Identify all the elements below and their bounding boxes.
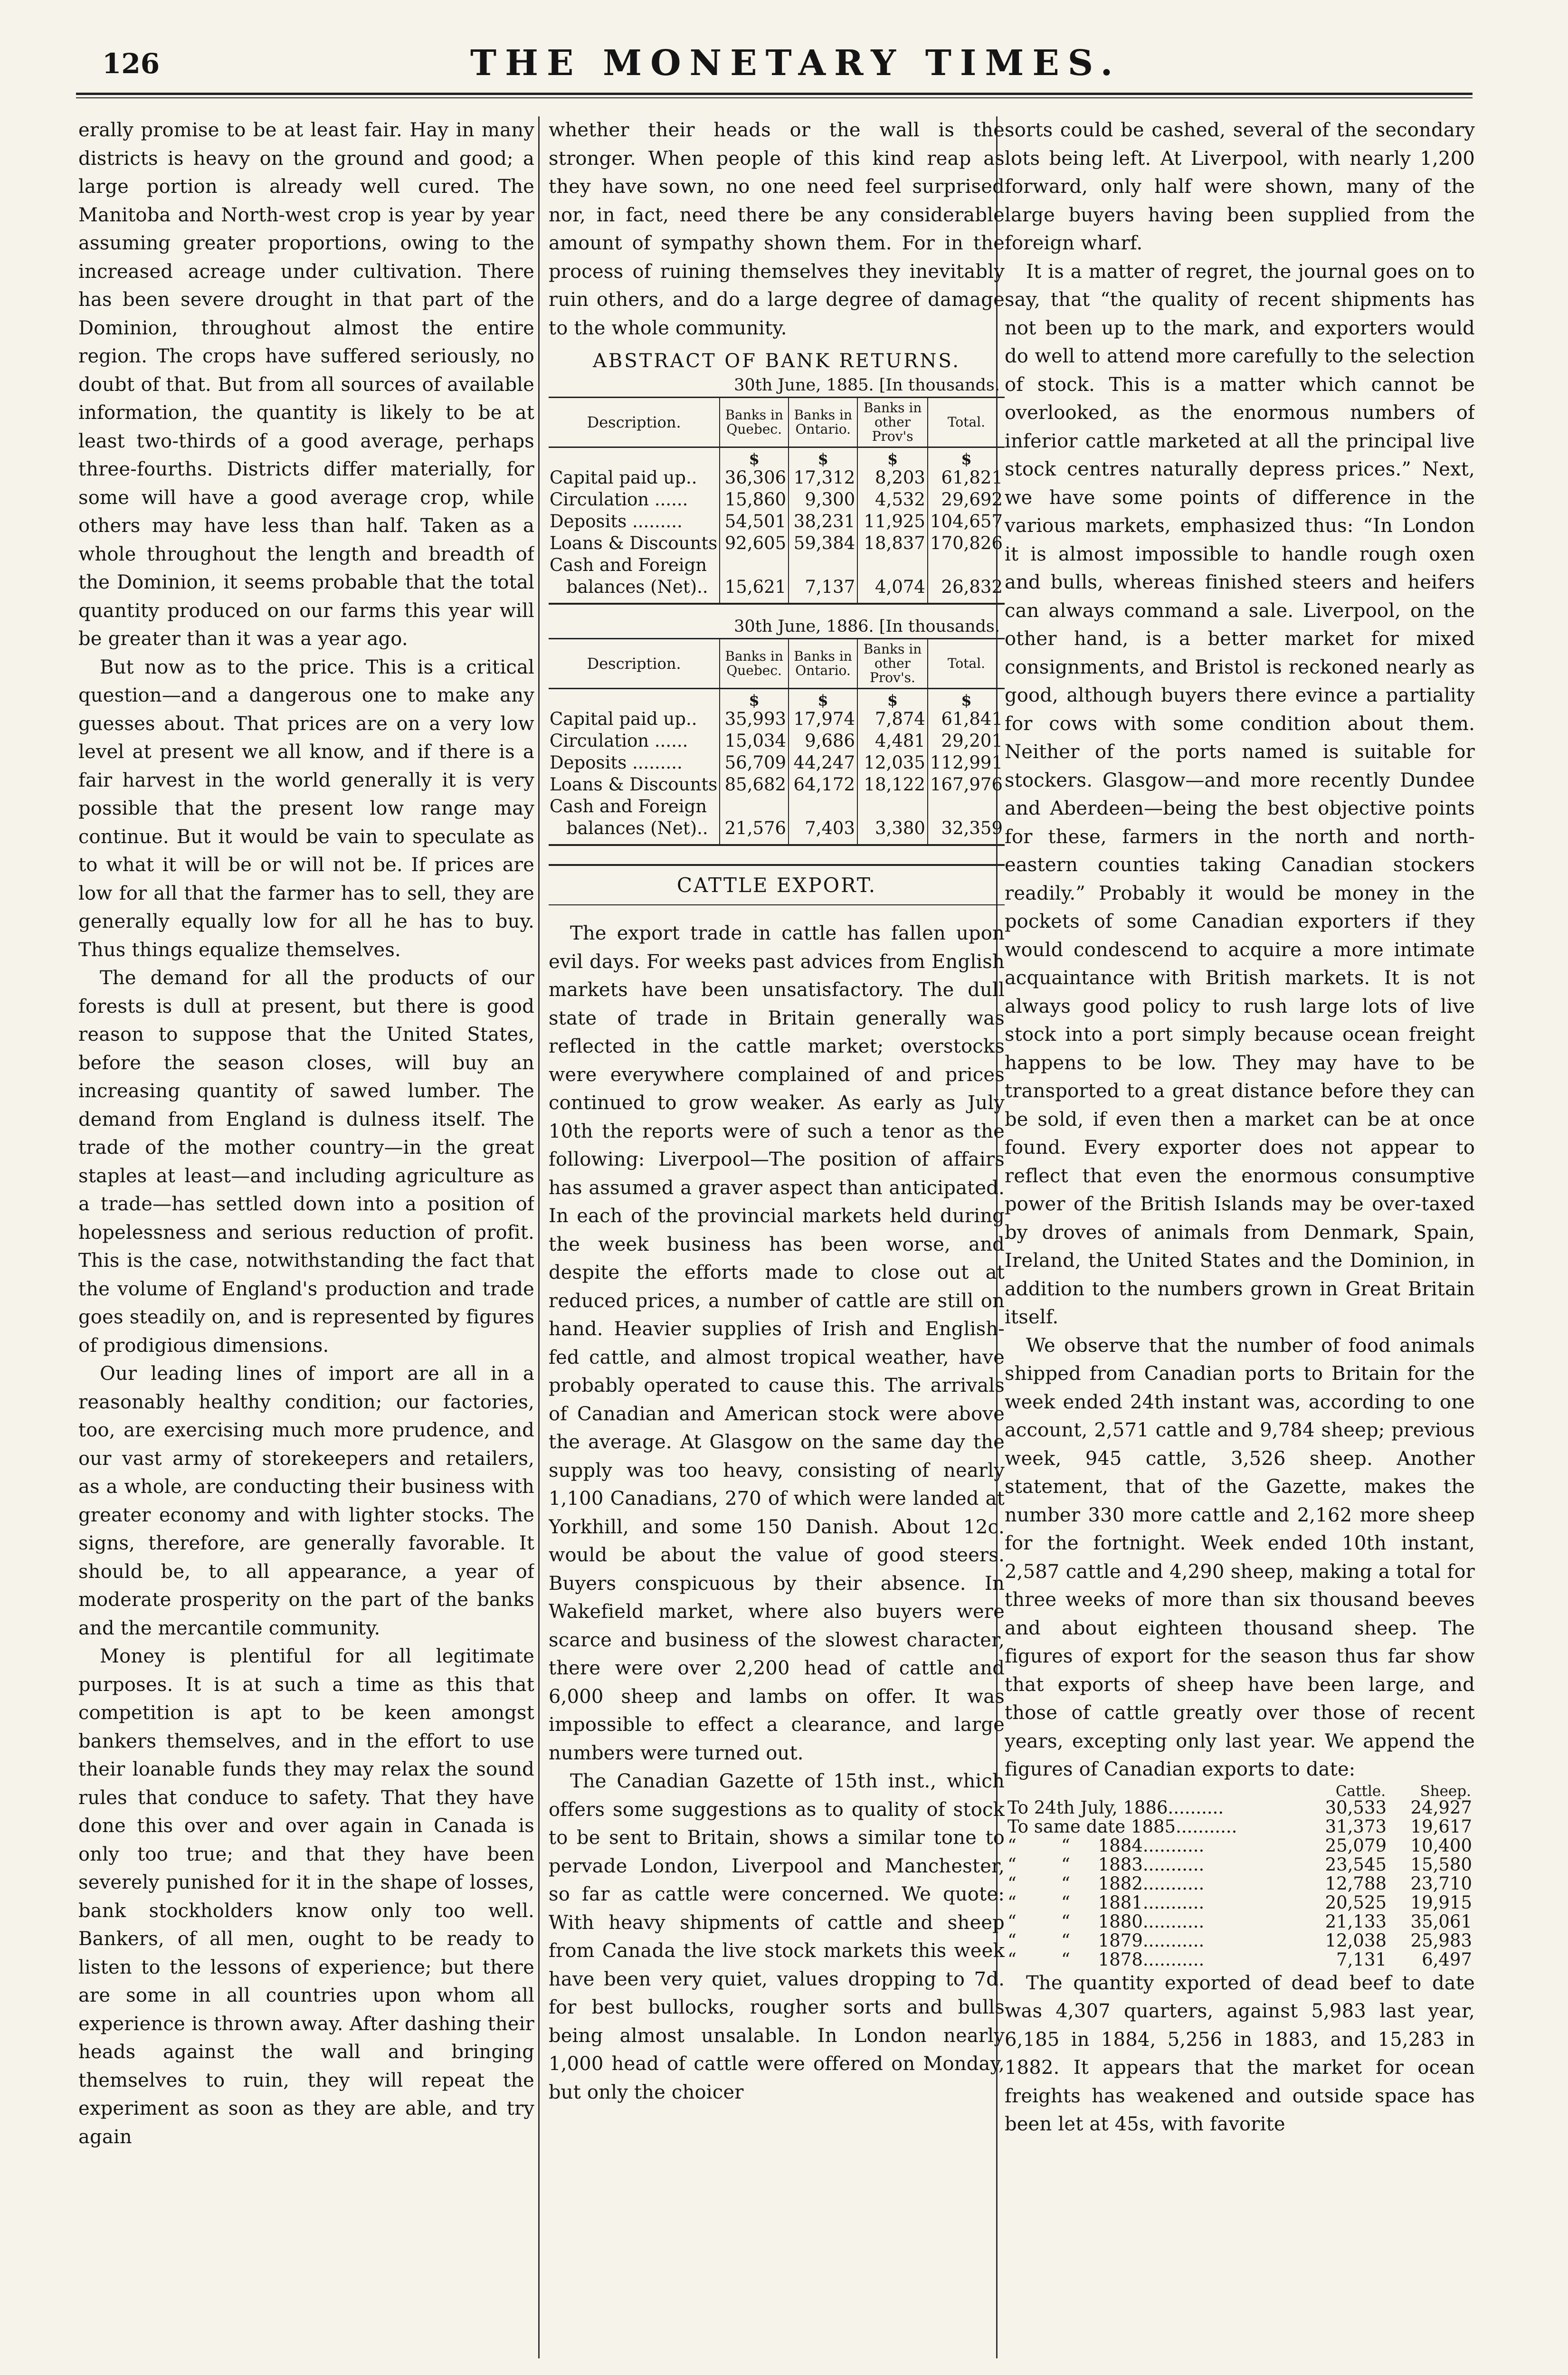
cell: To same date 1885...........: [1007, 1816, 1237, 1837]
table-row: [549, 730, 1005, 752]
column-header: Banks in other Prov's.: [857, 639, 928, 689]
column-header: Cattle.: [1335, 1782, 1386, 1800]
cell: Deposits .........: [550, 511, 683, 532]
column-header: Total.: [928, 398, 1005, 447]
cell: Loans & Discounts: [550, 774, 718, 795]
paragraph: It is a matter of regret, the journal goes on to say, that “the quality of recent shipments has not been up to the mark, and exporters would do well to attend more carefully to the selection of stock. This is a matter which cannot be overlooked, as the enormous numbers of inferior cattle marketed at all the principal live stock centres naturally depress prices.” Next, we have some points of difference in the various markets, emphasized thus: “In London it is almost impossible to handle rough oxen and bulls, whereas finished steers and heifers can always command a sale. Liverpool, on the other hand, is a better market for mixed consignments, and Bristol is reckoned nearly as good, although buyers there evince a partiality for cows with some condition about them. Neither of the ports named is suitable for stockers. Glasgow—and more recently Dundee and Aberdeen—being the best objective points for these, farmers in the north and north-eastern counties taking Canadian stockers readily.” Probably it would be money in the pockets of some Canadian exporters if they would condescend to acquire a more intimate acquaintance with British markets. It is not always good policy to rush large lots of live stock into a port simply because ocean freight happens to be low. They may have to be transported to a great distance before they can be sold, if even then a market can be at once found. Every exporter does not appear to reflect that even the enormous consumptive power of the British Islands may be over-taxed by droves of animals from Denmark, Spain, Ireland, the United States and the Dominion, in addition to the numbers grown in Great Britain itself.: [1005, 260, 1475, 1328]
cell: 15,860: [720, 489, 789, 511]
cell: “ “ 1880...........: [1007, 1911, 1205, 1932]
table-row: [1005, 1855, 1475, 1874]
cell: 18,122: [857, 774, 928, 796]
table-caption: 30th June, 1886. [In thousands.: [734, 617, 1000, 636]
column-header: Description.: [549, 398, 720, 447]
cell: [857, 554, 928, 576]
table-row: [1005, 1893, 1475, 1912]
cell: “ “ 1878...........: [1007, 1949, 1205, 1970]
table-row: [549, 532, 1005, 554]
unit-cell: [549, 447, 720, 467]
column-two: [549, 116, 1005, 2358]
column-three: [1005, 116, 1475, 2358]
cell: 7,131: [1336, 1949, 1387, 1970]
column-header: Description.: [549, 639, 720, 689]
paragraph: But now as to the price. This is a critical question—and a dangerous one to make any guesses about. That prices are on a very low level at present we all know, and if there is a fair harvest in the world generally it is very possible that the present low range may continue. But it would be vain to speculate as to what it will be or will not be. If prices are low for all that the farmer has to sell, they are generally equally low for all he has to buy. Thus things equalize themselves.: [78, 656, 534, 961]
cell: 36,306: [720, 467, 789, 489]
cell: “ “ 1884...........: [1007, 1835, 1205, 1856]
cell: Cash and Foreign: [550, 555, 707, 575]
table-row: [549, 708, 1005, 730]
cell: 15,034: [720, 730, 789, 752]
column-one: [78, 116, 534, 2358]
cell: 24,927: [1410, 1797, 1472, 1818]
cell: 4,481: [857, 730, 928, 752]
cell: 32,359: [928, 817, 1005, 845]
table-row: [1005, 1950, 1475, 1969]
cell: 64,172: [789, 774, 857, 796]
unit-cell: $: [789, 447, 857, 467]
cell: 59,384: [789, 532, 857, 554]
cell: 21,133: [1325, 1911, 1387, 1932]
cell: 12,038: [1325, 1930, 1387, 1951]
table-row: [1005, 1836, 1475, 1855]
header-rule-thin: [76, 97, 1473, 98]
cell: To 24th July, 1886..........: [1007, 1797, 1224, 1818]
cell: 15,580: [1410, 1854, 1472, 1875]
unit-cell: $: [789, 689, 857, 709]
section-heading-cattle-export: CATTLE EXPORT.: [549, 864, 1005, 905]
cell: 8,203: [857, 467, 928, 489]
table-row: [549, 511, 1005, 532]
paragraph: The export trade in cattle has fallen upon evil days. For weeks past advices from English markets have been unsatisfactory. The dull state of trade in Britain generally was reflected in the cattle market; overstocks were everywhere complained of and prices continued to grow weaker. As early as July 10th the reports were of such a tenor as the following: Liverpool—The position of affairs has assumed a graver aspect than anticipated. In each of the provincial markets held during the week business has been worse, and despite the efforts made to close out at reduced prices, a number of cattle are still on hand. Heavier supplies of Irish and English-fed cattle, and almost tropical weather, have probably operated to cause this. The arrivals of Canadian and American stock were above the average. At Glasgow on the same day the supply was too heavy, consisting of nearly 1,100 Canadians, 270 of which were landed at Yorkhill, and some 150 Danish. About 12c. would be about the value of good steers. Buyers conspicuous by their absence. In Wakefield market, where also buyers were scarce and business of the slowest character, there were over 2,200 head of cattle and 6,000 sheep and lambs on offer. It was impossible to effect a clearance, and large numbers were turned out.: [549, 922, 1005, 1764]
cell: “ “ 1882...........: [1007, 1873, 1205, 1894]
column-header: Total.: [928, 639, 1005, 689]
cell: balances (Net)..: [549, 817, 720, 845]
cell: 170,826: [928, 532, 1005, 554]
cell: Loans & Discounts: [550, 533, 718, 553]
cell: 15,621: [720, 576, 789, 604]
cell: 9,686: [789, 730, 857, 752]
cell: 25,983: [1410, 1930, 1472, 1951]
table-row: [1005, 1912, 1475, 1931]
cell: 23,545: [1325, 1854, 1387, 1875]
table-row: [549, 554, 1005, 576]
cell: 23,710: [1410, 1873, 1472, 1894]
unit-cell: [549, 689, 720, 709]
cell: Circulation ......: [550, 489, 688, 510]
cell: 20,525: [1325, 1892, 1387, 1913]
table-row: [1005, 1874, 1475, 1893]
cell: 7,403: [789, 817, 857, 845]
bank-returns-table-1886: [549, 638, 1005, 846]
table-row: [1005, 1798, 1475, 1817]
cell: Deposits .........: [550, 752, 683, 773]
unit-cell: $: [857, 689, 928, 709]
column-divider: [538, 116, 540, 2358]
paragraph: We observe that the number of food animals shipped from Canadian ports to Britain for the week ended 24th instant was, according to one account, 2,571 cattle and 9,784 sheep; previous week, 945 cattle, 3,526 sheep. Another statement, that of the Gazette, makes the number 330 more cattle and 2,162 more sheep for the fortnight. Week ended 10th instant, 2,587 cattle and 4,290 sheep, making a total for three weeks of more than six thousand beeves and about eighteen thousand sheep. The figures of export for the season thus far show that exports of sheep have been large, and those of cattle greatly over those of recent years, excepting only last year. We append the figures of Canadian exports to date:: [1005, 1334, 1475, 1780]
cell: [720, 796, 789, 817]
cell: 7,874: [857, 708, 928, 730]
paragraph: The demand for all the products of our forests is dull at present, but there is good reason to suppose that the United States, before the season closes, will buy an increasing quantity of sawed lumber. The demand from England is dulness itself. The trade of the mother country—in the great staples at least—and including agriculture as a trade—has settled down into a position of hopelessness and serious reduction of profit. This is the case, notwithstanding the fact that the volume of England's production and trade goes steadily on, and is represented by figures of prodigious dimensions.: [78, 967, 534, 1357]
cell: Capital paid up..: [550, 467, 697, 488]
column-header: Banks in Ontario.: [789, 639, 857, 689]
cell: [789, 554, 857, 576]
cell: 104,657: [928, 511, 1005, 532]
bank-returns-table-1885: [549, 397, 1005, 605]
masthead-title: THE MONETARY TIMES.: [470, 43, 1121, 84]
cell: 26,832: [928, 576, 1005, 604]
cell: 12,788: [1325, 1873, 1387, 1894]
cell: 10,400: [1410, 1835, 1472, 1856]
cell: 44,247: [789, 752, 857, 774]
cell: 31,373: [1325, 1816, 1387, 1837]
cell: 9,300: [789, 489, 857, 511]
cell: 21,576: [720, 817, 789, 845]
cell: “ “ 1881...........: [1007, 1892, 1205, 1913]
cell: 30,533: [1325, 1797, 1387, 1818]
table-row: [549, 576, 1005, 604]
unit-cell: $: [928, 689, 1005, 709]
cell: 61,841: [928, 708, 1005, 730]
table-row: [1005, 1817, 1475, 1836]
cell: 29,201: [928, 730, 1005, 752]
table-row: [549, 817, 1005, 845]
cell: 19,617: [1410, 1816, 1472, 1837]
cell: [789, 796, 857, 817]
cell: 4,532: [857, 489, 928, 511]
column-header: Banks in Quebec.: [720, 398, 789, 447]
unit-cell: $: [928, 447, 1005, 467]
cell: 92,605: [720, 532, 789, 554]
cell: 112,991: [928, 752, 1005, 774]
cell: 35,061: [1410, 1911, 1472, 1932]
table-row: [549, 774, 1005, 796]
cell: 54,501: [720, 511, 789, 532]
table-row: [549, 796, 1005, 817]
cell: 18,837: [857, 532, 928, 554]
unit-cell: $: [720, 447, 789, 467]
table-caption: 30th June, 1885. [In thousands.: [734, 376, 1000, 395]
cell: 85,682: [720, 774, 789, 796]
table-row: [549, 489, 1005, 511]
cell: 38,231: [789, 511, 857, 532]
column-header: [1005, 1784, 1304, 1798]
paragraph: The Canadian Gazette of 15th inst., which offers some suggestions as to quality of stock to be sent to Britain, shows a similar tone to pervade London, Liverpool and Manchester, so far as cattle were concerned. We quote: With heavy shipments of cattle and sheep from Canada the live stock markets this week have been very quiet, values dropping to 7d. for best bullocks, rougher sorts and bulls being almost unsalable. In London nearly 1,000 head of cattle were offered on Monday, but only the choicer: [549, 1770, 1005, 2103]
table-row: [549, 467, 1005, 489]
unit-cell: $: [857, 447, 928, 467]
page-number: 126: [102, 48, 160, 80]
cell: “ “ 1879...........: [1007, 1930, 1205, 1951]
column-header: Sheep.: [1420, 1782, 1471, 1800]
cell: 12,035: [857, 752, 928, 774]
column-header: Banks in other Prov's: [857, 398, 928, 447]
cell: [928, 796, 1005, 817]
cell: [857, 796, 928, 817]
paragraph: The quantity exported of dead beef to date was 4,307 quarters, against 5,983 last year, 6,185 in 1884, 5,256 in 1883, and 15,283 in 1882. It appears that the market for ocean freights has weakened and outside space has been let at 45s, with favorite: [1005, 1972, 1475, 2135]
cell: 11,925: [857, 511, 928, 532]
cell: 4,074: [857, 576, 928, 604]
table-row: [549, 752, 1005, 774]
header-rule: [76, 93, 1473, 95]
cell: 61,821: [928, 467, 1005, 489]
paragraph: sorts could be cashed, several of the secondary lots being left. At Liverpool, with nearly 1,200 forward, only half were shown, many of the large buyers having been supplied from the foreign wharf.: [1005, 119, 1475, 254]
cell: [720, 554, 789, 576]
paragraph: erally promise to be at least fair. Hay in many districts is heavy on the ground and good; a large portion is already well cured. The Manitoba and North-west crop is year by year assuming greater proportions, owing to the increased acreage under cultivation. There has been severe drought in that part of the Dominion, throughout almost the entire region. The crops have suffered seriously, no doubt of that. But from all sources of available information, the quantity is likely to be at least two-thirds of a good average, perhaps three-fourths. Districts differ materially, for some will have a good average crop, while others may have less than half. Taken as a whole throughout the length and breadth of the Dominion, it seems probable that the total quantity produced on our farms this year will be greater than it was a year ago.: [78, 119, 534, 650]
cell: 6,497: [1422, 1949, 1472, 1970]
paragraph: Our leading lines of import are all in a reasonably healthy condition; our factories, too, are exercising much more prudence, and our vast army of storekeepers and retailers, as a whole, are conducting their business with greater economy and with lighter stocks. The signs, therefore, are generally favorable. It should be, to all appearance, a year of moderate prosperity on the part of the banks and the mercantile community.: [78, 1363, 534, 1639]
cell: Capital paid up..: [550, 709, 697, 729]
cell: 19,915: [1410, 1892, 1472, 1913]
cell: 7,137: [789, 576, 857, 604]
cell: 17,974: [789, 708, 857, 730]
cell: balances (Net)..: [549, 576, 720, 604]
cell: 167,976: [928, 774, 1005, 796]
export-figures-table: [1005, 1784, 1475, 1969]
cell: 3,380: [857, 817, 928, 845]
unit-cell: $: [720, 689, 789, 709]
cell: 29,692: [928, 489, 1005, 511]
paragraph: whether their heads or the wall is the stronger. When people of this kind reap as they have sown, no one need feel surprised nor, in fact, need there be any considerable amount of sympathy shown them. For in the process of ruining themselves they inevitably ruin others, and do a large degree of damage to the whole community.: [549, 119, 1005, 339]
cell: “ “ 1883...........: [1007, 1854, 1205, 1875]
cell: 35,993: [720, 708, 789, 730]
abstract-heading: ABSTRACT OF BANK RETURNS.: [592, 350, 961, 372]
cell: 25,079: [1325, 1835, 1387, 1856]
column-header: Banks in Quebec.: [720, 639, 789, 689]
cell: 17,312: [789, 467, 857, 489]
cell: Cash and Foreign: [550, 796, 707, 817]
table-row: [1005, 1931, 1475, 1950]
paragraph: Money is plentiful for all legitimate purposes. It is at such a time as this that competition is apt to be keen amongst bankers themselves, and in the effort to use their loanable funds they may relax the sound rules that conduce to safety. That they have done this over and over again in Canada is only too true; and that they have been severely punished for it in the shape of losses, bank stockholders know only too well. Bankers, of all men, ought to be ready to listen to the lessons of experience; but there are some in all countries upon whom all experience is thrown away. After dashing their heads against the wall and bringing themselves to ruin, they will repeat the experiment as soon as they are able, and try again: [78, 1645, 534, 2148]
cell: [928, 554, 1005, 576]
cell: Circulation ......: [550, 731, 688, 751]
cell: 56,709: [720, 752, 789, 774]
column-header: Banks in Ontario.: [789, 398, 857, 447]
